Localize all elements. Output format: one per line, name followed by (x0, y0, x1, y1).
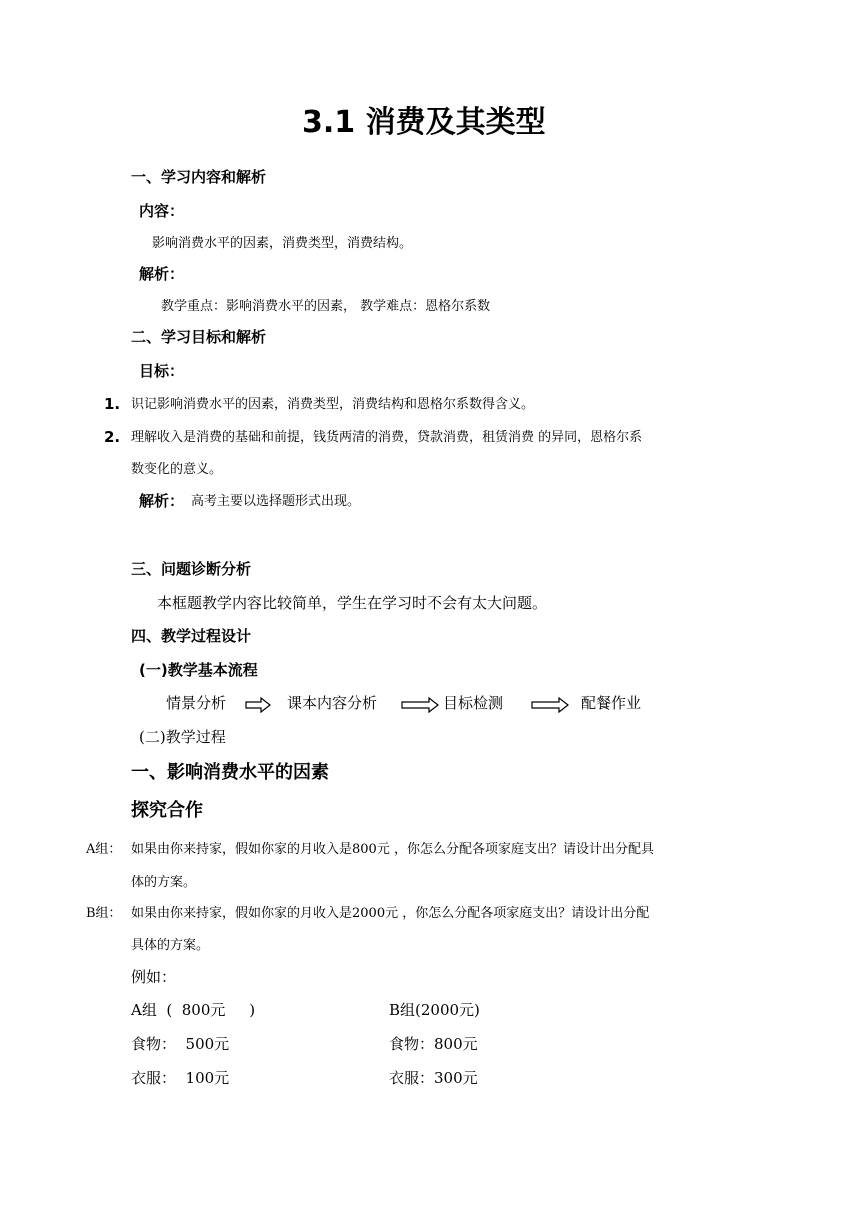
goal-label: 目标： (139, 362, 185, 380)
group-b-line-2: 具体的方案。 (131, 938, 210, 953)
content-label: 内容： (139, 202, 185, 220)
section-2-heading: 二、学习目标和解析 (131, 328, 267, 346)
flow-arrow-icon (245, 697, 271, 713)
group-a-line-1: 如果由你来持家，假如你家的月收入是800元 ，你怎么分配各项家庭支出？请设计出分配具 (131, 842, 654, 857)
goal-item-1-text: 识记影响消费水平的因素，消费类型，消费结构和恩格尔系数得含义。 (131, 397, 535, 412)
goal-item-2-text-line-1: 理解收入是消费的基础和前提，钱货两清的消费，贷款消费，租赁消费 的异同，恩格尔系 (131, 430, 643, 445)
content-text: 影响消费水平的因素，消费类型，消费结构。 (152, 236, 413, 251)
section-3-text: 本框题教学内容比较简单，学生在学习时不会有太大问题。 (157, 594, 548, 612)
group-a-row-clothes: 衣服： 100元 (131, 1069, 230, 1087)
group-a-label: A组： (86, 842, 122, 857)
goal-analysis-label: 解析： (139, 492, 185, 510)
group-b-line-1: 如果由你来持家，假如你家的月收入是2000元 ，你怎么分配各项家庭支出？请设计出分配 (131, 906, 650, 921)
group-a-line-2: 体的方案。 (131, 875, 197, 890)
group-b-header: B组(2000元) (389, 1001, 480, 1019)
goal-analysis-text: 高考主要以选择题形式出现。 (191, 494, 361, 509)
part-1-subheading: 探究合作 (131, 800, 203, 821)
flow-arrow-icon (401, 697, 439, 713)
analysis-label: 解析： (139, 265, 185, 283)
page-title: 3.1 消费及其类型 (302, 105, 546, 140)
goal-item-2-number: 2. (104, 428, 121, 446)
process-heading: (二)教学过程 (139, 728, 226, 746)
goal-item-2-text-line-2: 数变化的意义。 (131, 462, 223, 477)
section-3-heading: 三、问题诊断分析 (131, 560, 252, 578)
group-a-row-food: 食物： 500元 (131, 1035, 230, 1053)
flow-step-4: 配餐作业 (581, 694, 642, 712)
flow-arrow-icon (531, 697, 569, 713)
section-4-heading: 四、教学过程设计 (131, 627, 252, 645)
flow-step-1: 情景分析 (166, 694, 227, 712)
goal-item-1-number: 1. (104, 395, 121, 413)
part-1-heading: 一、影响消费水平的因素 (131, 762, 329, 783)
group-a-header: A组 ( 800元 ) (131, 1001, 256, 1019)
flow-step-2: 课本内容分析 (287, 694, 378, 712)
flow-step-3: 目标检测 (443, 694, 504, 712)
group-b-row-clothes: 衣服：300元 (389, 1069, 478, 1087)
group-b-label: B组： (86, 906, 122, 921)
section-1-heading: 一、学习内容和解析 (131, 168, 267, 186)
example-label: 例如： (131, 968, 177, 986)
analysis-text: 教学重点：影响消费水平的因素， 教学难点：恩格尔系数 (161, 299, 491, 314)
flow-heading: (一)教学基本流程 (139, 661, 258, 679)
group-b-row-food: 食物：800元 (389, 1035, 478, 1053)
